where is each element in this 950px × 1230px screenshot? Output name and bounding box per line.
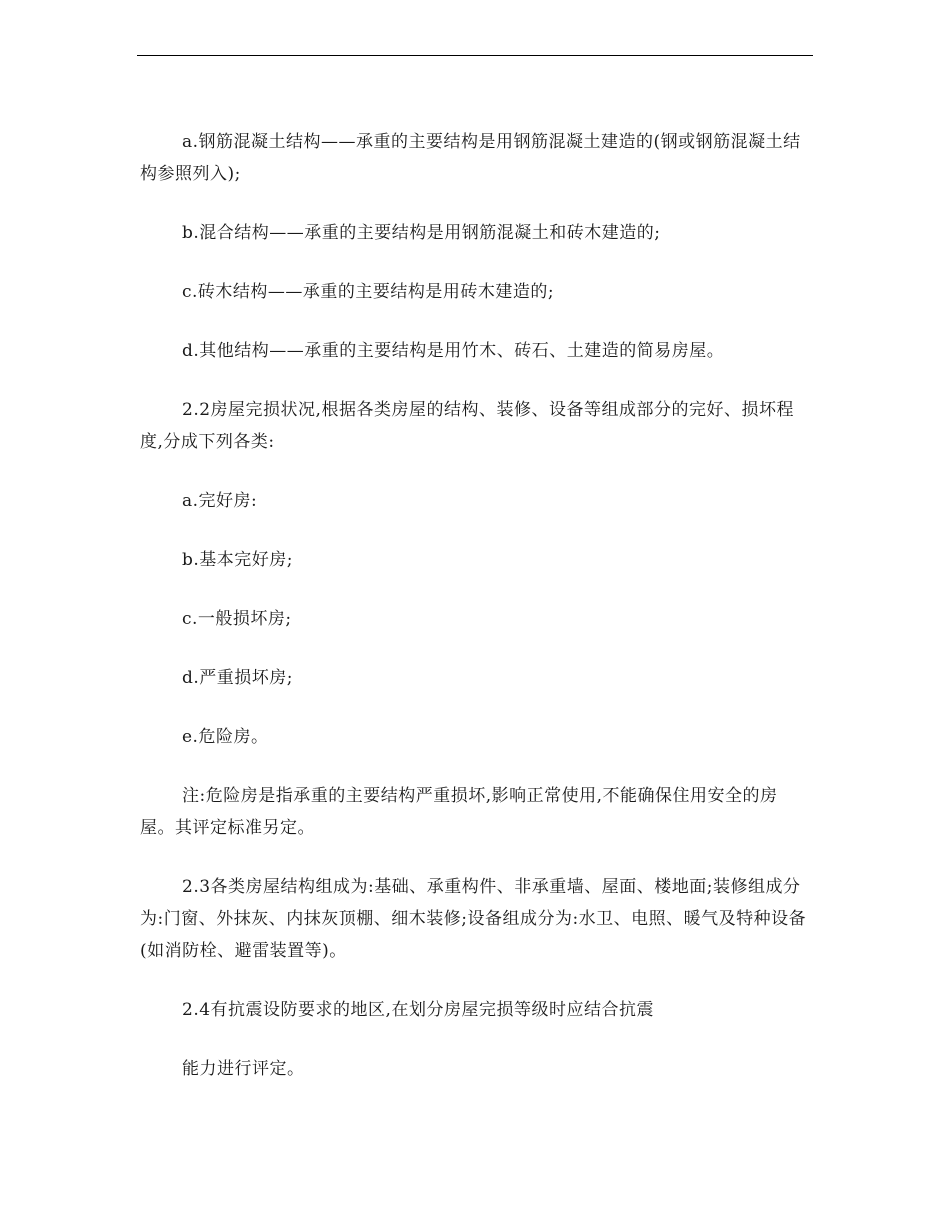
paragraph-structure-b: b.混合结构——承重的主要结构是用钢筋混凝土和砖木建造的;	[182, 223, 661, 243]
paragraph-condition-b: b.基本完好房;	[182, 550, 294, 570]
header-rule	[137, 55, 813, 56]
paragraph-structure-a: a.钢筋混凝土结构——承重的主要结构是用钢筋混凝土建造的(钢或钢筋混凝土结构参照列入);	[140, 132, 801, 184]
paragraph-condition-d: d.严重损坏房;	[182, 668, 294, 688]
document-body	[140, 126, 810, 1112]
paragraph-section-2-4: 2.4有抗震设防要求的地区,在划分房屋完损等级时应结合抗震	[182, 1000, 654, 1020]
paragraph-condition-e: e.危险房。	[182, 727, 269, 747]
paragraph-structure-d: d.其他结构——承重的主要结构是用竹木、砖石、土建造的简易房屋。	[182, 341, 725, 361]
paragraph-note: 注:危险房是指承重的主要结构严重损坏,影响正常使用,不能确保住用安全的房屋。其评定标准另定。	[140, 786, 778, 838]
paragraph-condition-a: a.完好房:	[182, 491, 258, 511]
paragraph-section-2-3: 2.3各类房屋结构组成为:基础、承重构件、非承重墙、屋面、楼地面;装修组成分为:门窗、外抹灰、内抹灰顶棚、细木装修;设备组成分为:水卫、电照、暖气及特种设备(如消防栓、避雷装置等)。	[140, 877, 807, 961]
paragraph-structure-c: c.砖木结构——承重的主要结构是用砖木建造的;	[182, 282, 555, 302]
paragraph-section-2-4-continued: 能力进行评定。	[182, 1059, 305, 1079]
paragraph-condition-c: c.一般损坏房;	[182, 609, 292, 629]
paragraph-section-2-2: 2.2房屋完损状况,根据各类房屋的结构、装修、设备等组成部分的完好、损坏程度,分成下列各类:	[140, 400, 794, 452]
